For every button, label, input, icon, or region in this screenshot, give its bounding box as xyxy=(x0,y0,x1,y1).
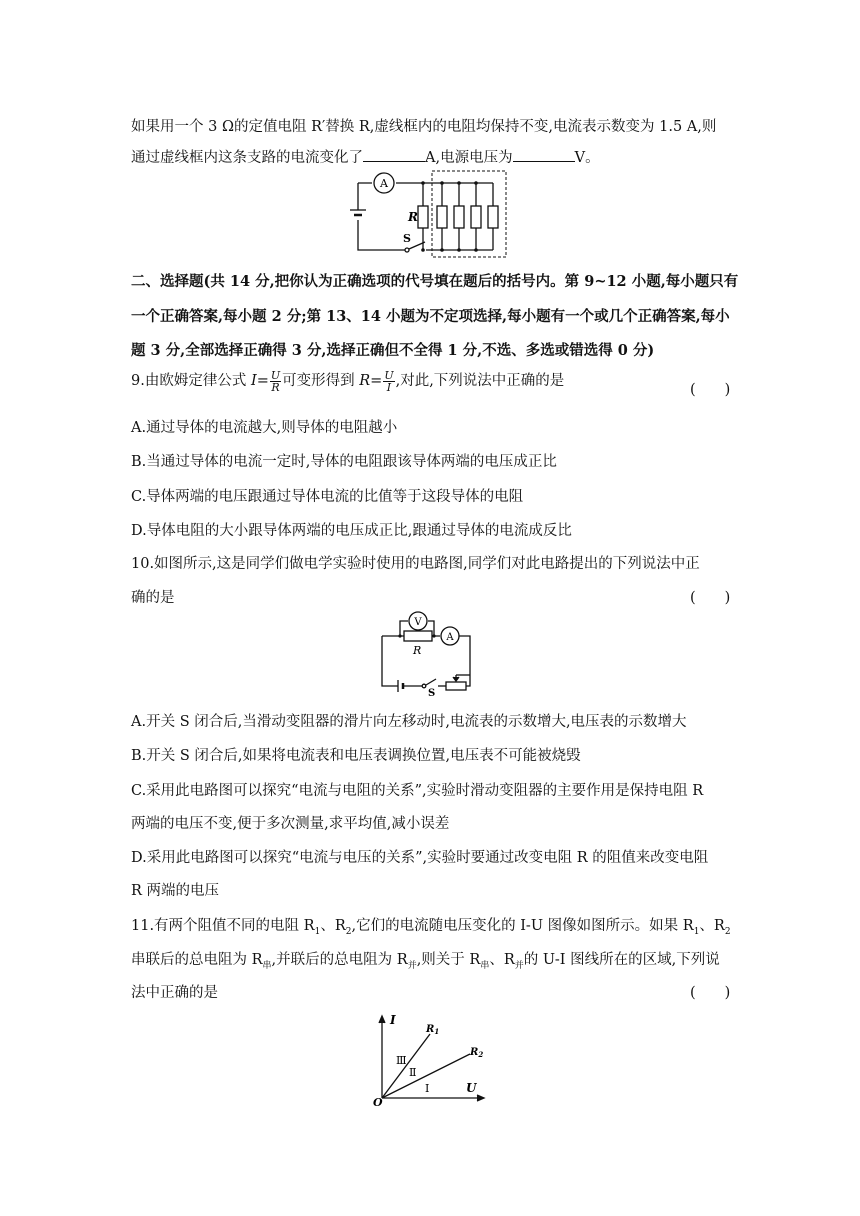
ammeter-label: A xyxy=(380,177,388,190)
switch-label: S xyxy=(403,232,411,245)
section2-heading-line3: 题 3 分,全部选择正确得 3 分,选择正确但不全得 1 分,不选、多选或错选得 0 分) xyxy=(131,342,655,359)
resistor-label: R xyxy=(408,210,418,224)
q10-option-c-cont: 两端的电压不变,便于多次测量,求平均值,减小误差 xyxy=(131,816,450,832)
q10-stem-line1: 10.如图所示,这是同学们做电学实验时使用的电路图,同学们对此电路提出的下列说法中正 xyxy=(131,556,700,572)
q11-stem-line2: 串联后的总电阻为 $R_串$,并联后的总电阻为 $R_并$,则关于 $R_串$、$R_并$的 U-I 图线所在的区域,下列说 xyxy=(131,952,720,971)
region-1-label: Ⅰ xyxy=(425,1082,430,1095)
r2-label: $R_2$ xyxy=(470,1047,484,1059)
region-3-label: Ⅲ xyxy=(396,1054,407,1067)
switch-label: S xyxy=(428,688,436,699)
q8-text-line2: 通过虚线框内这条支路的电流变化了 A,电源电压为 V。 xyxy=(131,150,600,166)
q10-stem-line2: 确的是 xyxy=(131,590,175,606)
axis-x-label: U xyxy=(466,1081,477,1095)
q9-stem: 9.由欧姆定律公式 I= $\frac{U}{R}$ 可变形得到 R= $\frac{U}{I}$ ,对此,下列说法中正确的是 xyxy=(131,368,565,394)
q11-stem-line3: 法中正确的是 xyxy=(131,985,218,1001)
q9-option-b: B.当通过导体的电流一定时,导体的电阻跟该导体两端的电压成正比 xyxy=(131,454,557,470)
answer-blank-current[interactable] xyxy=(363,149,425,162)
formula-fraction-u-over-r: $\frac{U}{R}$ xyxy=(270,368,281,394)
ammeter-label: A xyxy=(446,632,454,643)
q10-circuit-figure xyxy=(378,606,478,699)
q11-stem-line1: 11.有两个阻值不同的电阻 $R_1$、$R_2$,它们的电流随电压变化的 I-U 图像如图所示。如果 $R_1$、$R_2$ xyxy=(131,918,731,937)
q9-option-a: A.通过导体的电流越大,则导体的电阻越小 xyxy=(131,420,398,436)
q9-option-d: D.导体电阻的大小跟导体两端的电压成正比,跟通过导体的电流成反比 xyxy=(131,523,572,539)
resistor-label: R xyxy=(413,644,422,657)
axis-y-label: I xyxy=(390,1013,396,1027)
q11-iu-graph xyxy=(370,1012,500,1108)
section2-heading-line2: 一个正确答案,每小题 2 分;第 13、14 小题为不定项选择,每小题有一个或几个正确答案,每小 xyxy=(131,308,730,325)
q11-answer-paren[interactable]: ( ) xyxy=(690,985,731,1001)
voltmeter-label: V xyxy=(414,617,422,628)
q10-option-c: C.采用此电路图可以探究“电流与电阻的关系”,实验时滑动变阻器的主要作用是保持电阻 R xyxy=(131,783,704,799)
q10-option-b: B.开关 S 闭合后,如果将电流表和电压表调换位置,电压表不可能被烧毁 xyxy=(131,748,581,764)
q10-answer-paren[interactable]: ( ) xyxy=(690,590,731,606)
section2-heading-line1: 二、选择题(共 14 分,把你认为正确选项的代号填在题后的括号内。第 9~12 小题,每小题只有 xyxy=(131,273,739,290)
origin-label: O xyxy=(373,1096,383,1109)
q10-option-d-cont: R 两端的电压 xyxy=(131,883,220,899)
region-2-label: Ⅱ xyxy=(409,1066,417,1079)
q9-option-c: C.导体两端的电压跟通过导体电流的比值等于这段导体的电阻 xyxy=(131,489,524,505)
answer-blank-voltage[interactable] xyxy=(513,149,575,162)
q8-circuit-figure xyxy=(350,168,515,260)
q10-option-a: A.开关 S 闭合后,当滑动变阻器的滑片向左移动时,电流表的示数增大,电压表的示数增大 xyxy=(131,714,687,730)
q9-answer-paren[interactable]: ( ) xyxy=(690,382,731,398)
q8-text-line1: 如果用一个 3 Ω的定值电阻 R′替换 R,虚线框内的电阻均保持不变,电流表示数变为 1.5 A,则 xyxy=(131,119,717,135)
r1-label: $R_1$ xyxy=(426,1024,440,1036)
formula-fraction-u-over-i: $\frac{U}{I}$ xyxy=(384,368,394,394)
q10-option-d: D.采用此电路图可以探究“电流与电压的关系”,实验时要通过改变电阻 R 的阻值来改变电阻 xyxy=(131,850,709,866)
